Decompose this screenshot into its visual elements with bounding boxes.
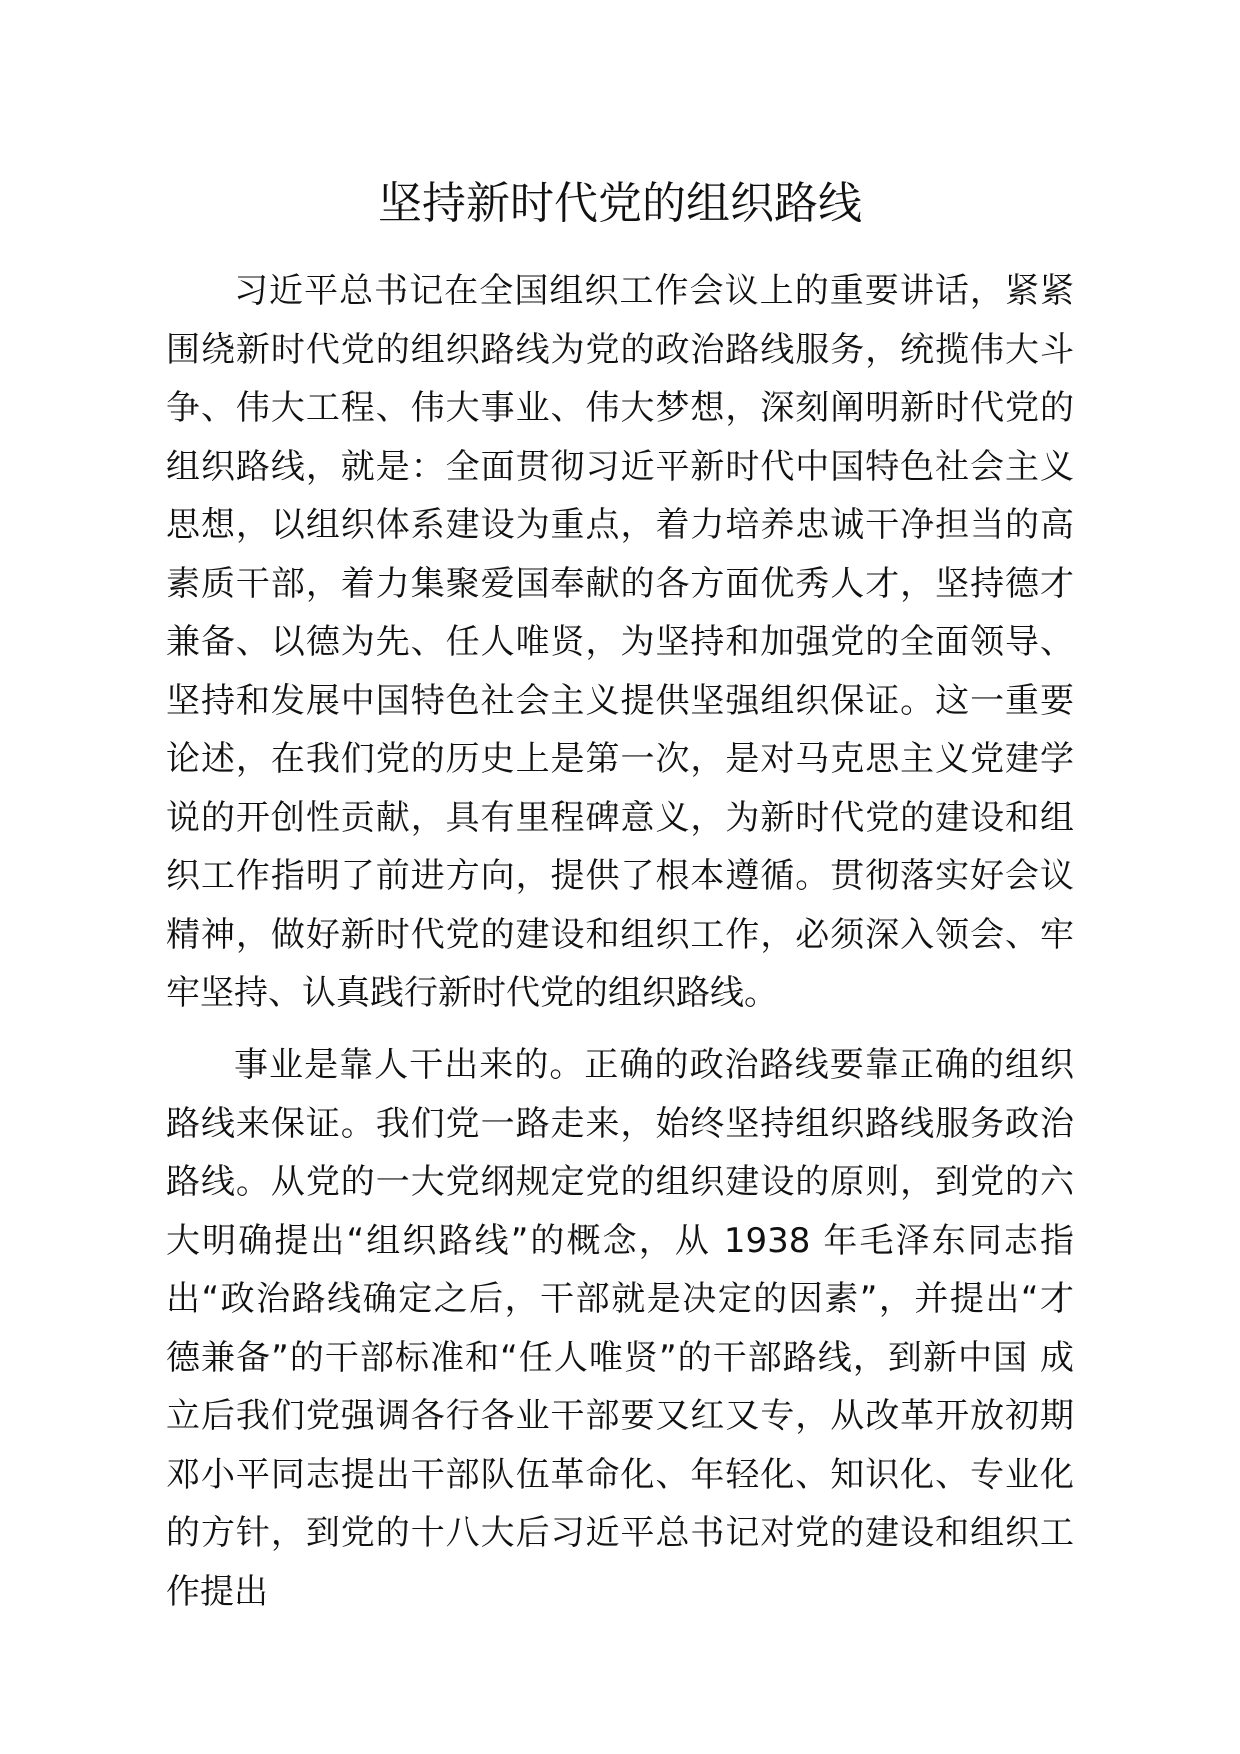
document-title: 坚持新时代党的组织路线 [378,178,862,229]
paragraph-2: 事业是靠人干出来的。正确的政治路线要靠正确的组织路线来保证。我们党一路走来，始终坚持组织路线服务政治路线。从党的一大党纲规定党的组织建设的原则，到党的六大明确提出“组织路线”的概念，从 1938 年毛泽东同志指出“政治路线确定之后，干部就是决定的因素”，并提出“才 德兼备”的干部标准和“任人唯贤”的干部路线，到新中国 成立后我们党强调各行各业干部要又红又专，从改革开放初期邓小平同志提出干部队伍革命化、年轻化、知识化、专业化的方针，到党的十八大后习近平总书记对党的建设和组织工作提出 [166,1045,1074,1612]
paragraph-1: 习近平总书记在全国组织工作会议上的重要讲话，紧紧围绕新时代党的组织路线为党的政治路线服务，统揽伟大斗争、伟大工程、伟大事业、伟大梦想，深刻阐明新时代党的组织路线，就是：全面贯彻习近平新时代中国特色社会主义思想，以组织体系建设为重点，着力培养忠诚干净担当的高素质干部，着力集聚爱国奉献的各方面优秀人才，坚持德才兼备、以德为先、任人唯贤，为坚持和加强党的全面领导、坚持和发展中国特色社会主义提供坚强组织保证。这一重要论述，在我们党的历史上是第一次，是对马克思主义党建学说的开创性贡献，具有里程碑意义，为新时代党的建设和组织工作指明了前进方向，提供了根本遵循。贯彻落实好会议精神，做好新时代党的建设和组织工作，必须深入领会、牢牢坚持、认真践行新时代党的组织路线。 [166,271,1074,1013]
